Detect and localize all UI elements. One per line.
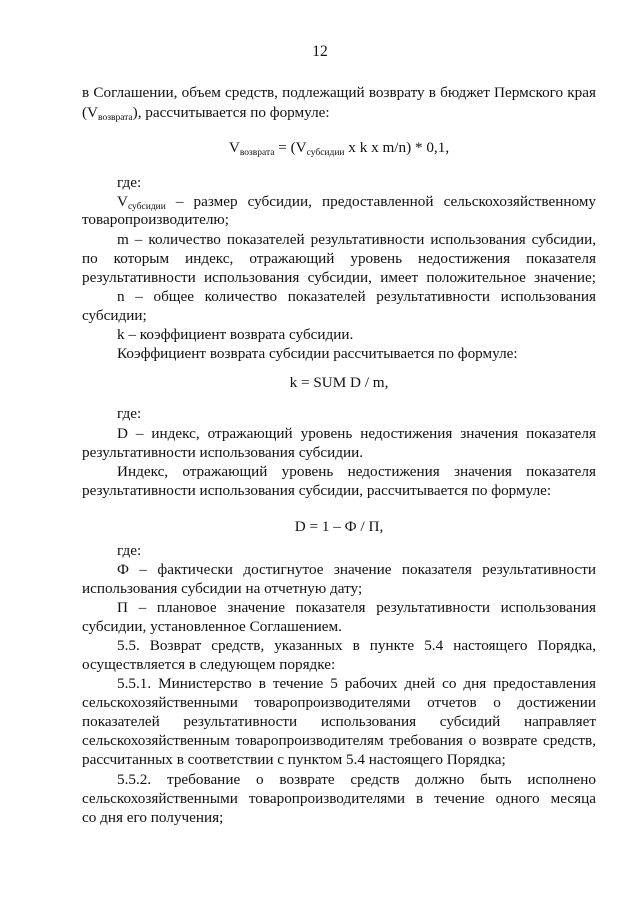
text-line: показателей результативности использования субсидий направляет: [82, 713, 596, 730]
text-line: в Соглашении, объем средств, подлежащий возврату в бюджет Пермского края: [82, 84, 596, 101]
text-line: $V_{субсидии}$ – размер субсидии, предоставленной сельскохозяйственному: [117, 193, 596, 212]
text-line: где:: [117, 542, 142, 559]
text-line: $(V_{возврата})$, рассчитывается по формуле:: [82, 104, 330, 123]
text-line: результативности использования субсидии, рассчитывается по формуле:: [82, 482, 552, 499]
text-line: субсидии;: [82, 307, 147, 324]
text-line: где:: [117, 405, 142, 422]
text-line: 5.5.1. Министерство в течение 5 рабочих дней со дня предоставления: [117, 675, 596, 692]
text-line: сельскохозяйственными товаропроизводителями в течение одного месяца: [82, 790, 596, 807]
text-line: результативности использования субсидии, имеет положительное значение;: [82, 269, 596, 286]
text-line: рассчитанных в соответствии с пунктом 5.4 настоящего Порядка;: [82, 751, 506, 768]
text-line: 5.5.2. требование о возврате средств должно быть исполнено: [117, 771, 596, 788]
text-line: со дня его получения;: [82, 809, 224, 826]
text-line: k – коэффициент возврата субсидии.: [117, 326, 354, 343]
text-line: результативности использования субсидии.: [82, 444, 364, 461]
page-number: 12: [312, 43, 328, 60]
text-line: n – общее количество показателей результативности использования: [117, 288, 596, 305]
text-line: использования субсидии на отчетную дату;: [82, 580, 363, 597]
text-line: D – индекс, отражающий уровень недостижения значения показателя: [117, 425, 596, 442]
formula-2: k = SUM D / m,: [289, 374, 389, 391]
text-line: сельскохозяйственными товаропроизводителями отчетов о достижении: [82, 694, 596, 711]
text-line: Индекс, отражающий уровень недостижения значения показателя: [117, 463, 596, 480]
formula-1: $V_{возврата} = (V_{субсидии}$ x k x m/n) * 0,1,: [228, 139, 450, 158]
text-line: товаропроизводителю;: [82, 211, 229, 228]
text-line: Коэффициент возврата субсидии рассчитывается по формуле:: [117, 345, 518, 362]
formula-3: D = 1 – Ф / П,: [294, 518, 384, 535]
text-line: по которым индекс, отражающий уровень недостижения показателя: [82, 250, 596, 267]
text-line: субсидии, установленное Соглашением.: [82, 618, 342, 635]
text-line: 5.5. Возврат средств, указанных в пункте 5.4 настоящего Порядка,: [117, 637, 596, 654]
text-line: где:: [117, 174, 142, 191]
text-line: П – плановое значение показателя результативности использования: [117, 599, 596, 616]
text-line: Ф – фактически достигнутое значение показателя результативности: [117, 561, 596, 578]
text-line: осуществляется в следующем порядке:: [82, 656, 336, 673]
text-line: сельскохозяйственным товаропроизводителям требования о возврате средств,: [82, 732, 596, 749]
text-line: m – количество показателей результативности использования субсидии,: [117, 231, 596, 248]
